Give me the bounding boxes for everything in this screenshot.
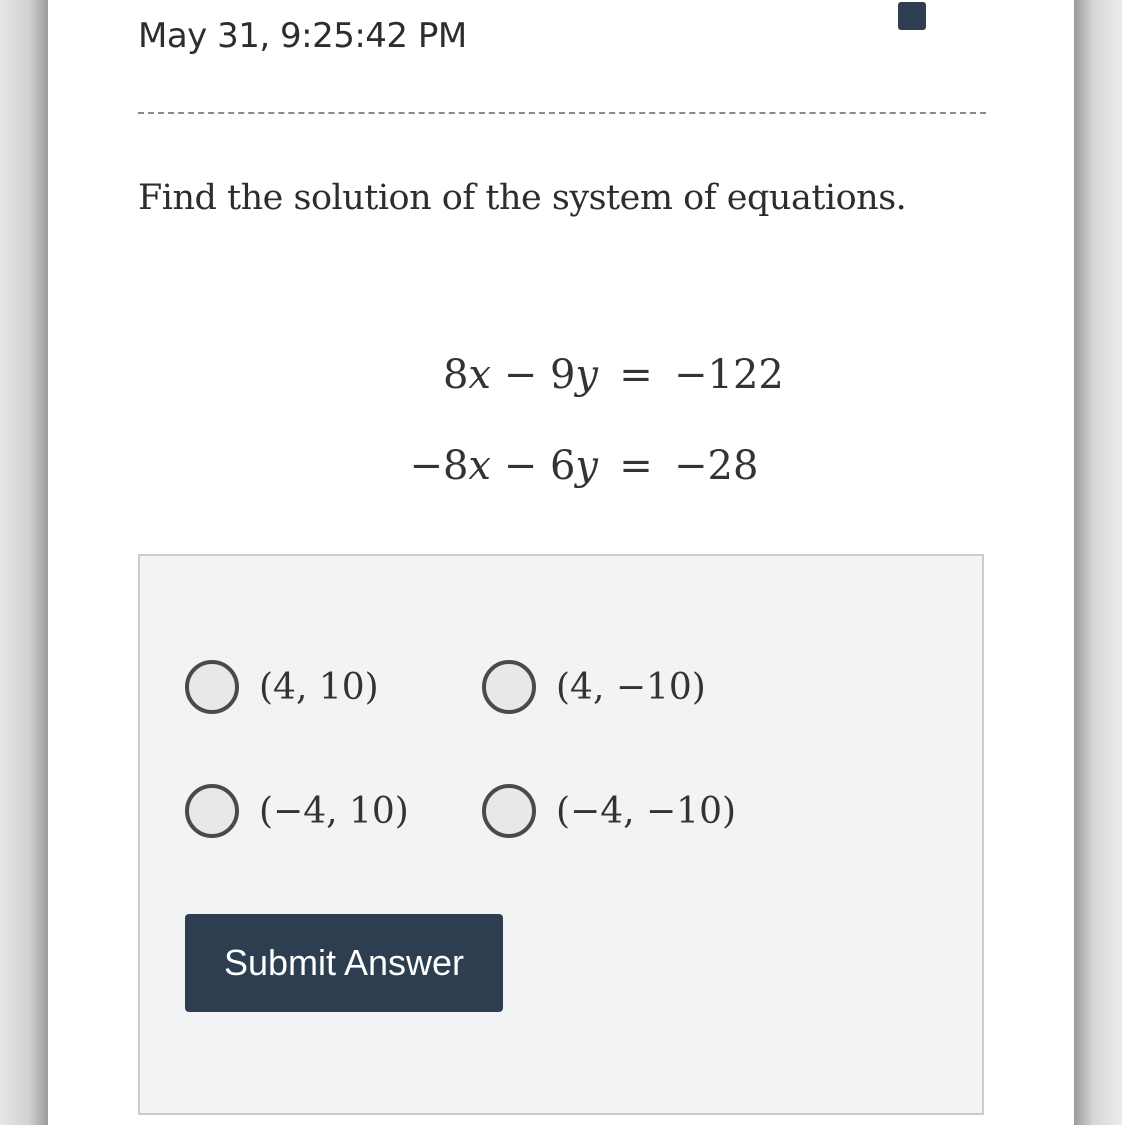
var-x: x <box>468 352 491 398</box>
submit-answer-button[interactable]: Submit Answer <box>185 914 503 1012</box>
option-4[interactable] <box>482 784 736 838</box>
operator: − <box>490 352 550 398</box>
equals-sign: = <box>619 352 653 398</box>
stop-square-icon[interactable] <box>898 2 926 30</box>
question-card <box>48 0 1074 1125</box>
background-left <box>0 0 48 1125</box>
option-label: (−4, −10) <box>556 790 737 832</box>
equation-rhs: −28 <box>674 443 759 489</box>
background-right <box>1074 0 1122 1125</box>
equation-lhs <box>378 352 616 398</box>
var-y: y <box>575 352 598 398</box>
option-label: (4, −10) <box>556 666 706 708</box>
answer-panel <box>138 554 984 1115</box>
equation-lhs <box>378 443 616 489</box>
option-3[interactable] <box>185 784 409 838</box>
coef-a: 8 <box>442 352 469 398</box>
coef-b: 6 <box>549 443 576 489</box>
equation-2 <box>378 443 758 489</box>
equation-rhs: −122 <box>674 352 784 398</box>
radio-button[interactable] <box>185 660 239 714</box>
radio-button[interactable] <box>482 784 536 838</box>
divider <box>138 112 986 114</box>
option-1[interactable] <box>185 660 379 714</box>
equals-sign: = <box>619 443 653 489</box>
equation-1 <box>378 352 784 398</box>
var-y: y <box>575 443 598 489</box>
option-label: (−4, 10) <box>259 790 409 832</box>
radio-button[interactable] <box>185 784 239 838</box>
option-label: (4, 10) <box>259 666 379 708</box>
coef-b: 9 <box>549 352 576 398</box>
timestamp: May 31, 9:25:42 PM <box>138 16 467 56</box>
radio-button[interactable] <box>482 660 536 714</box>
question-prompt: Find the solution of the system of equations. <box>138 178 907 218</box>
var-x: x <box>468 443 491 489</box>
operator: − <box>490 443 550 489</box>
option-2[interactable] <box>482 660 706 714</box>
coef-a: −8 <box>409 443 469 489</box>
